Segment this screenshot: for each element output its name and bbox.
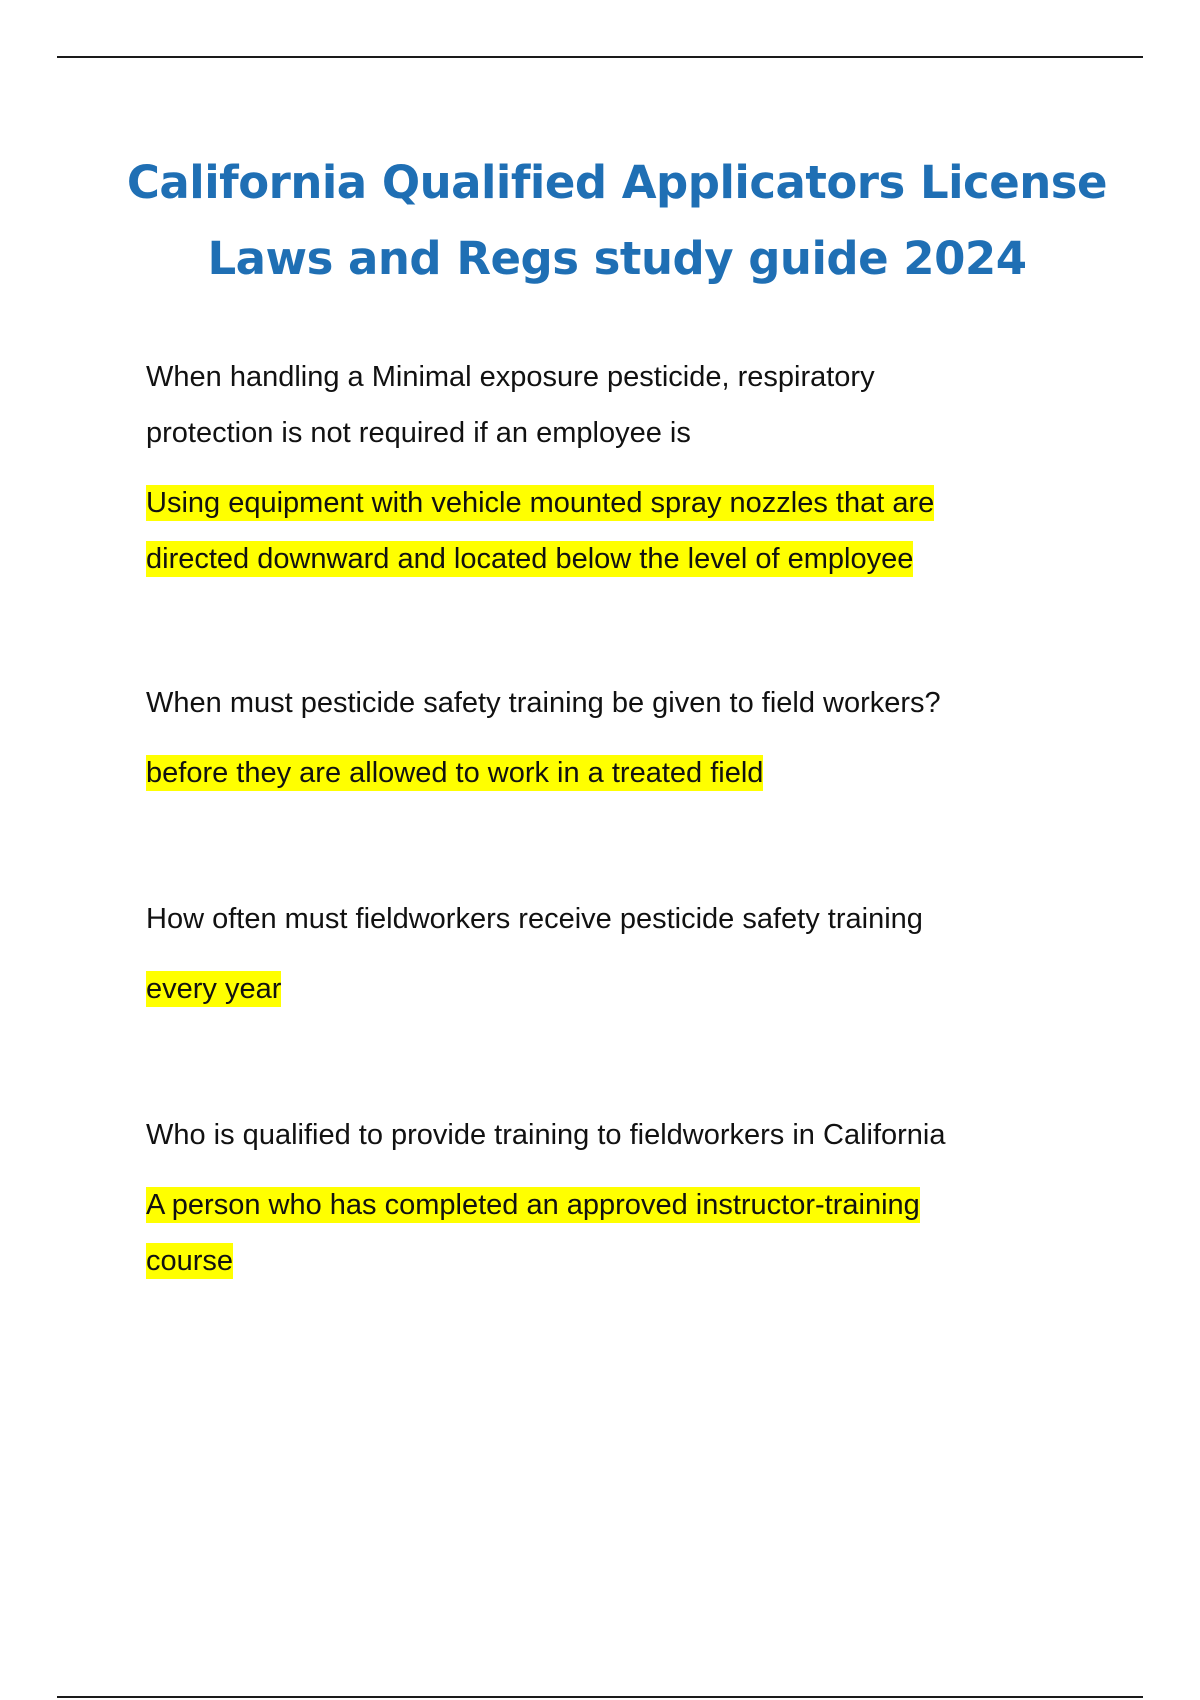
qa-item-1	[146, 349, 1076, 587]
question-4: Who is qualified to provide training to fieldworkers in California	[146, 1119, 946, 1151]
answer-4	[146, 1177, 1076, 1289]
page-title	[0, 145, 1200, 297]
answer-4-line-2: course	[146, 1245, 234, 1277]
top-rule	[57, 56, 1143, 58]
answer-3	[146, 961, 1076, 1017]
answer-2	[146, 745, 1076, 801]
title-line-2: Laws and Regs study guide 2024	[207, 232, 1027, 285]
title-line-1: California Qualified Applicators License	[126, 156, 1108, 209]
qa-item-4	[146, 1107, 1076, 1289]
answer-2-text: before they are allowed to work in a treated field	[146, 757, 764, 789]
qa-item-3	[146, 891, 1076, 1017]
answer-1-line-1: Using equipment with vehicle mounted spray nozzles that are	[146, 487, 935, 519]
bottom-rule	[57, 1696, 1143, 1698]
question-2: When must pesticide safety training be given to field workers?	[146, 687, 941, 719]
question-1	[146, 349, 1076, 461]
answer-1-line-2: directed downward and located below the level of employee	[146, 543, 914, 575]
answer-1	[146, 475, 1076, 587]
question-1-line-1: When handling a Minimal exposure pesticide, respiratory	[146, 361, 875, 393]
qa-item-2	[146, 675, 1076, 801]
answer-4-line-1: A person who has completed an approved instructor-training	[146, 1189, 920, 1221]
question-1-line-2: protection is not required if an employee is	[146, 417, 691, 449]
question-3: How often must fieldworkers receive pesticide safety training	[146, 903, 923, 935]
answer-3-text: every year	[146, 973, 282, 1005]
